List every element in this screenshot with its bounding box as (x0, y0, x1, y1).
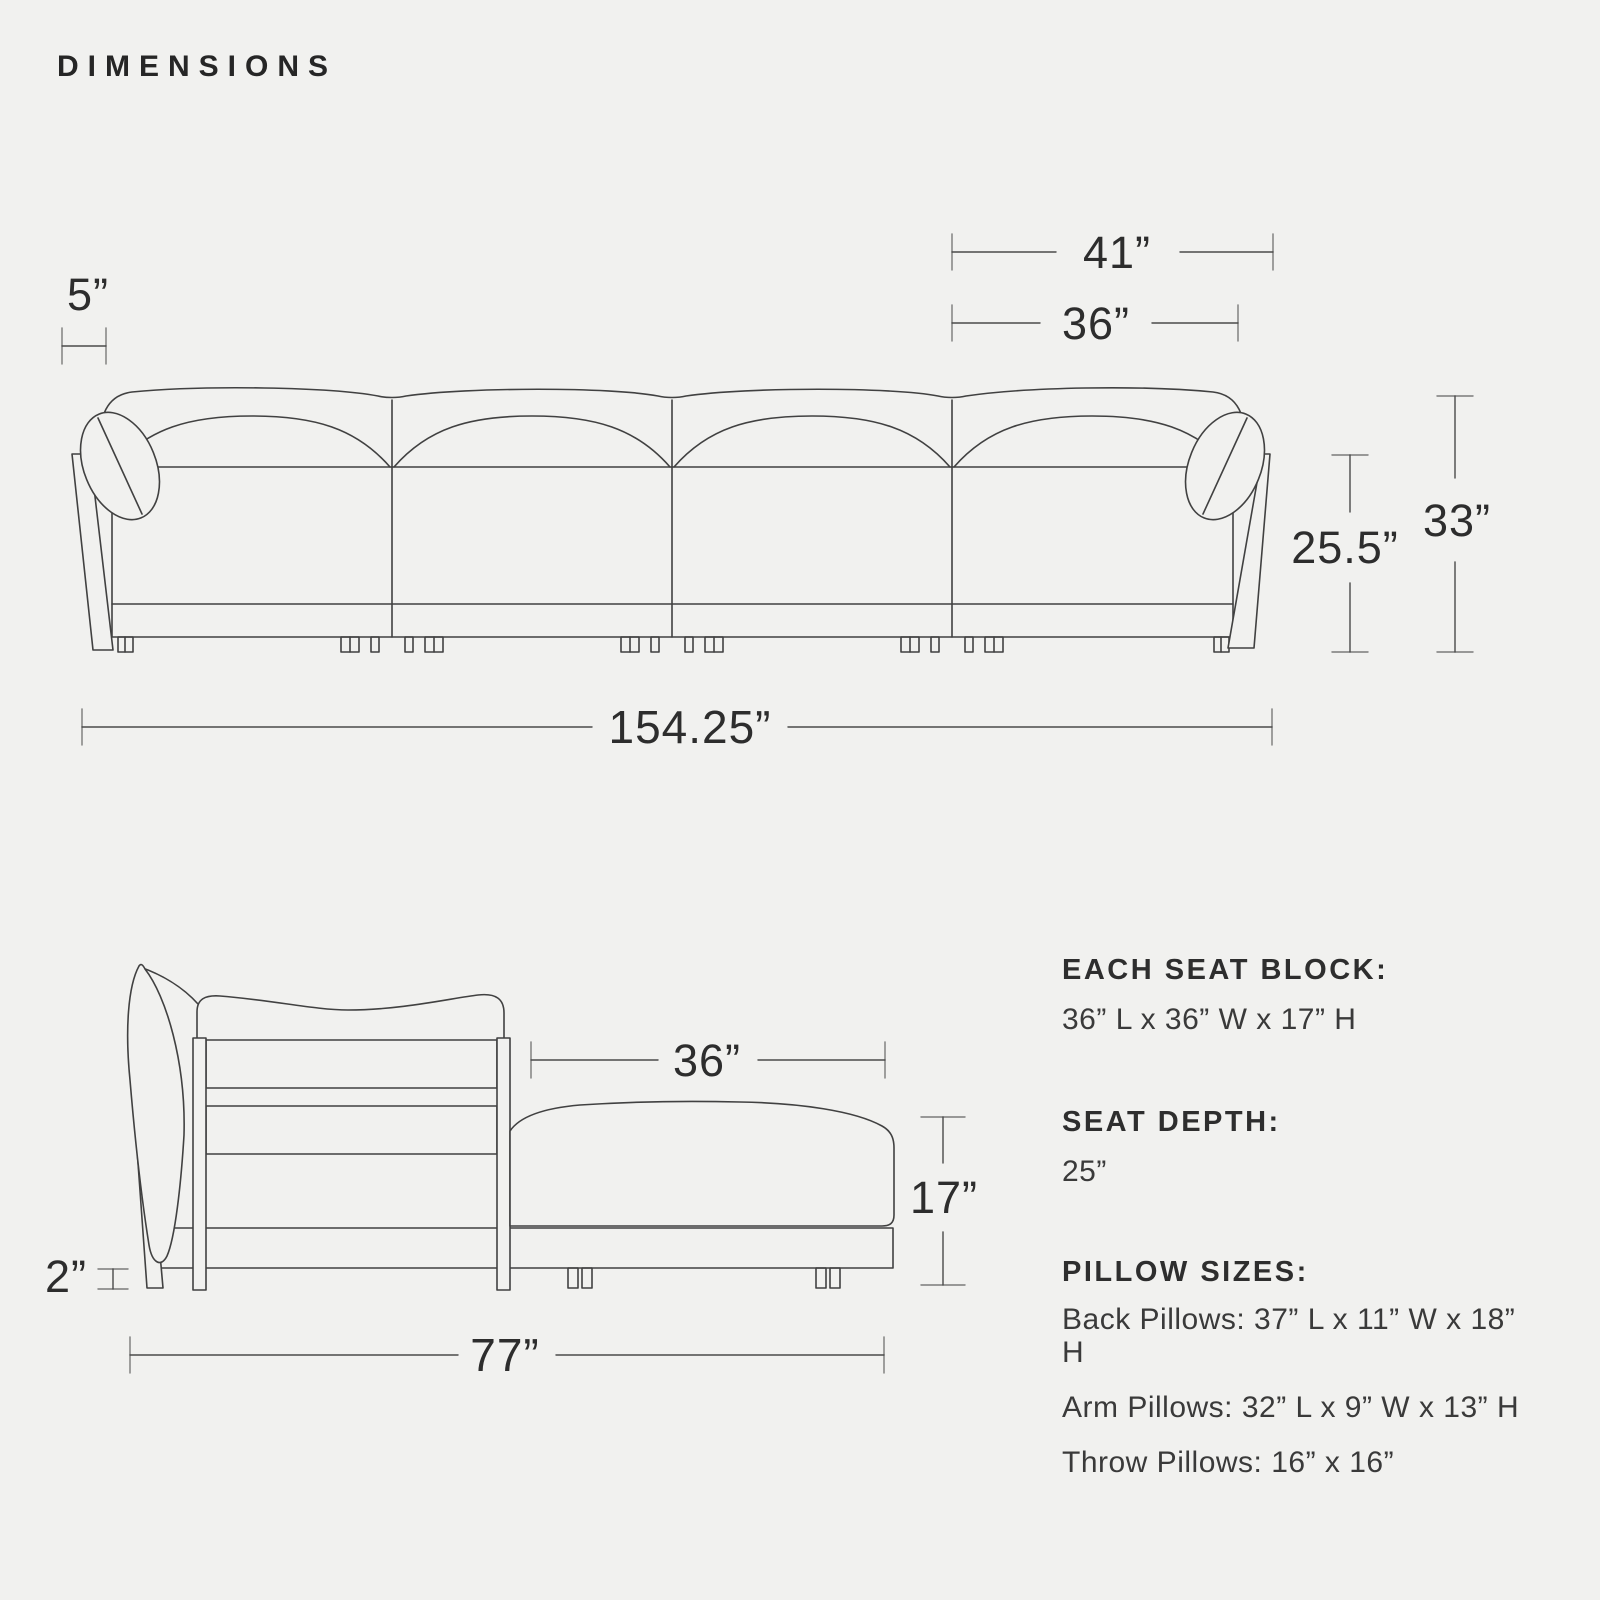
dim-arm-width (62, 269, 109, 364)
side-seat-block (510, 1101, 894, 1226)
dim-overall-height-label: 33” (1422, 495, 1492, 546)
seat-depth-value: 25” (1062, 1155, 1107, 1188)
leg (405, 637, 413, 652)
arm-pillows-value: Arm Pillows: 32” L x 9” W x 13” H (1062, 1391, 1520, 1424)
dim-seat-height-label: 17” (909, 1172, 979, 1223)
leg (816, 1268, 826, 1288)
seat-cushion-arc (394, 416, 670, 467)
page-title: DIMENSIONS (57, 50, 338, 83)
dim-seat-block-width (531, 1035, 885, 1086)
dim-seat-width-front (952, 298, 1238, 349)
dim-overall-depth (130, 1329, 884, 1381)
leg (651, 637, 659, 652)
side-arm-pillow (128, 965, 184, 1263)
dim-overall-width-label: 154.25” (608, 701, 772, 753)
dim-seat-back-height-label: 25.5” (1291, 522, 1399, 573)
side-legs (568, 1268, 840, 1288)
dim-overall-depth-label: 77” (470, 1329, 540, 1381)
side-frame-post (193, 1038, 206, 1290)
dim-seat-height (910, 1117, 978, 1285)
sofa-side-drawing (128, 965, 894, 1290)
leg (568, 1268, 578, 1288)
front-view-diagram (62, 227, 1491, 753)
dim-seat-plus-arm-width (952, 227, 1273, 278)
leg (582, 1268, 592, 1288)
dim-seat-back-height (1291, 455, 1399, 652)
seat-block-value: 36” L x 36” W x 17” H (1062, 1003, 1357, 1036)
spec-text-block (1062, 954, 1532, 1479)
leg (965, 637, 973, 652)
seat-block-label: EACH SEAT BLOCK: (1062, 954, 1389, 986)
side-plinth (160, 1228, 893, 1268)
side-frame-post (497, 1038, 510, 1290)
pillow-sizes-label: PILLOW SIZES: (1062, 1256, 1309, 1288)
side-view-diagram (45, 965, 978, 1381)
dim-seat-width-front-label: 36” (1061, 298, 1131, 349)
seat-depth-label: SEAT DEPTH: (1062, 1106, 1281, 1138)
dim-leg-height-label: 2” (44, 1251, 88, 1302)
sofa-front-drawing (66, 388, 1280, 652)
leg (371, 637, 379, 652)
dim-seat-plus-arm-label: 41” (1082, 227, 1152, 278)
dim-seat-block-width-label: 36” (672, 1035, 742, 1086)
dim-overall-width (82, 701, 1272, 753)
leg (830, 1268, 840, 1288)
dim-overall-height (1423, 396, 1491, 652)
seat-cushion-arc (674, 416, 950, 467)
leg (931, 637, 939, 652)
sofa-legs (118, 637, 1229, 652)
sofa-base (112, 467, 1233, 637)
throw-pillows-value: Throw Pillows: 16” x 16” (1062, 1446, 1395, 1479)
dim-leg-height (45, 1251, 128, 1302)
back-pillows-value: Back Pillows: 37” L x 11” W x 18” H (1062, 1303, 1516, 1369)
leg (685, 637, 693, 652)
dim-arm-width-label: 5” (66, 269, 110, 320)
